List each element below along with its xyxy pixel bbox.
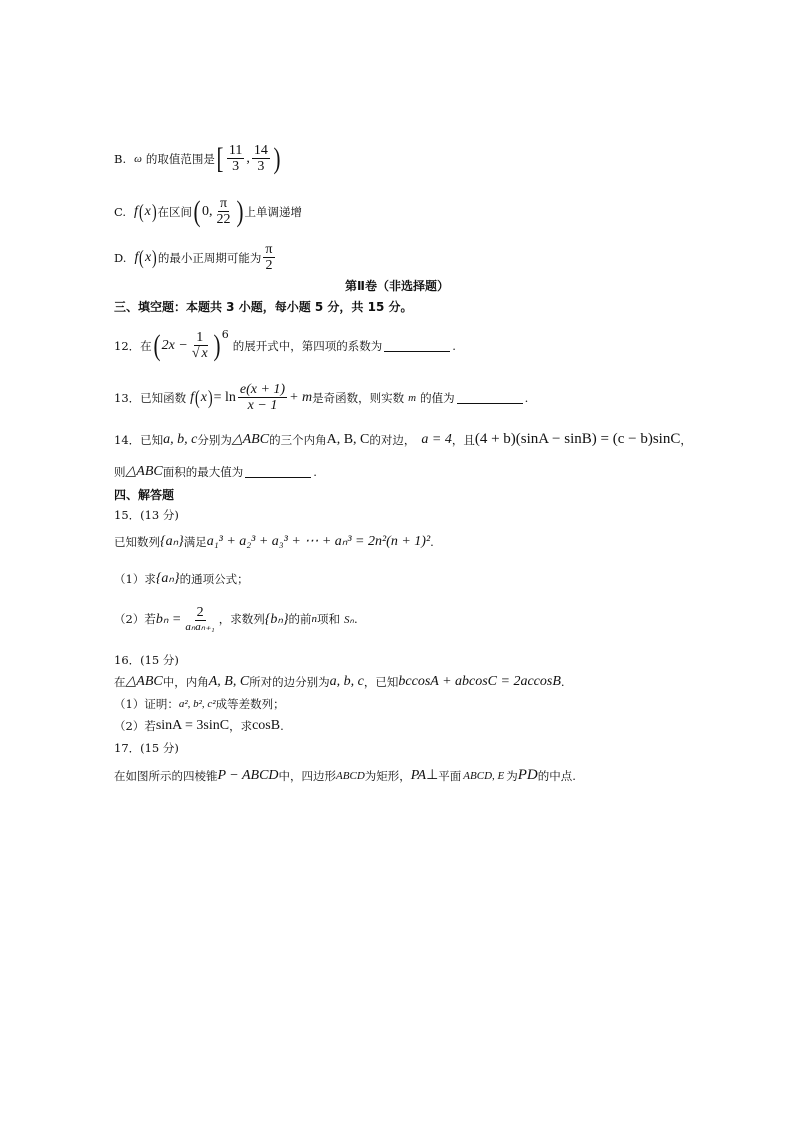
- q12-two-x: 2x −: [161, 337, 188, 353]
- question-17-stmt: [114, 767, 576, 784]
- q16-head: 16．(15 分): [114, 653, 179, 667]
- question-17-head: [114, 740, 179, 756]
- paren-right: ): [236, 194, 243, 228]
- paren-left: (: [193, 194, 201, 228]
- option-b-label: B.: [114, 151, 127, 166]
- q14-end2: .: [313, 464, 317, 479]
- q14-text6: 面积的最大值为: [162, 464, 244, 479]
- frac-2-anan1: $\frac{2}{\text{aₙaₙ₊₁}}$: [185, 605, 215, 634]
- cos-b: cosB: [252, 718, 281, 733]
- q15-expression: a₁³ + a₂³ + a₃³ + ⋯ + aₙ³ = 2n²(n + 1)²: [206, 534, 431, 549]
- n-symbol: n: [311, 613, 318, 626]
- q13-plus-m: + m: [289, 389, 313, 405]
- frac-pi-2: $\frac{\pi}{2}$: [265, 242, 273, 274]
- q13-number: 13．已知函数: [114, 390, 187, 405]
- option-d: D. f ( x ) 的最小正周期可能为 $\frac{\pi}{2}$: [114, 242, 273, 274]
- question-16-part1: [114, 696, 285, 712]
- triangle-abc: △ABC: [231, 432, 270, 447]
- f-symbol: f: [190, 389, 195, 405]
- q16-p1-text2: 成等差数列；: [215, 697, 285, 711]
- omega-symbol: ω: [134, 152, 142, 165]
- triangle-abc: △ABC: [125, 464, 163, 479]
- q16-end: .: [560, 674, 565, 689]
- section-4-title: [114, 486, 174, 503]
- q16-expression: bccosA + abcosC = 2accosB: [398, 673, 561, 689]
- q14-answer-blank[interactable]: [245, 465, 311, 478]
- question-13: 13．已知函数 f ( x ) = ln $\frac{e(x + 1)}{x - 1}$ + m 是奇函数，则实数 m 的值为 .: [114, 382, 529, 414]
- option-d-label: D.: [114, 250, 127, 265]
- q12-text: 的展开式中，第四项的系数为: [232, 338, 383, 353]
- q14-abc: a, b, c: [163, 431, 198, 447]
- pyramid-pabcd: P − ABCD: [217, 767, 279, 783]
- q16-p2-text2: ，求: [229, 719, 253, 733]
- q15-p2-text1: （2）若: [114, 612, 156, 627]
- paren-right: ): [273, 141, 281, 175]
- q17-text4: 平面: [438, 768, 462, 783]
- question-15-part2: [114, 605, 358, 633]
- q14-expression: (4 + b)(sinA − sinB) = (c − b)sinC: [474, 431, 681, 447]
- perp-symbol: ⊥: [426, 768, 439, 783]
- q15-head: 15．(13 分): [114, 508, 179, 522]
- bracket-left: [: [216, 141, 224, 175]
- section-4-title-text: 四、解答题: [114, 488, 175, 502]
- triangle-abc: △ABC: [125, 674, 163, 689]
- question-16-head: [114, 652, 179, 668]
- m-symbol: m: [408, 391, 417, 404]
- sequence-an: {aₙ}: [155, 571, 180, 586]
- option-b: B. ω 的取值范围是 [ $\frac{11}{3}$ , $\frac{14}{3}$ ): [114, 141, 281, 175]
- option-b-text: 的取值范围是: [145, 151, 215, 166]
- q13-eq-ln: = ln: [213, 389, 236, 405]
- q16-angles: A, B, C: [208, 673, 250, 689]
- q12-number: 12．在: [114, 338, 152, 353]
- question-16-stmt: [114, 673, 565, 690]
- q12-power: 6: [221, 328, 229, 341]
- q17-text2: 中，四边形: [278, 768, 337, 783]
- q13-end: .: [524, 390, 529, 405]
- q16-sides: a, b, c: [329, 673, 364, 689]
- q13-text1: 是奇函数，则实数: [312, 390, 405, 405]
- frac-e-x-plus-1: $\frac{e(x + 1)}{x - 1}$: [239, 382, 286, 414]
- q13-answer-blank[interactable]: [457, 391, 523, 404]
- q16-text1: 在: [114, 674, 126, 689]
- question-15-stmt: [114, 533, 434, 550]
- q15-p1-text2: 的通项公式；: [179, 571, 249, 586]
- zero-value: 0,: [202, 203, 213, 219]
- q16-p1-text1: （1）证明：: [114, 697, 179, 711]
- q16-p2-end: .: [280, 719, 284, 733]
- frac-pi-22: $\frac{\pi}{22}$: [216, 196, 231, 228]
- q15-end: .: [430, 534, 434, 549]
- q15-p2-text4: 项和: [317, 612, 341, 627]
- question-15-head: [114, 507, 179, 523]
- frac-14-3: $\frac{14}{3}$: [253, 143, 268, 175]
- x-symbol: x: [145, 249, 152, 265]
- option-c: C. f ( x ) 在区间 ( 0, $\frac{\pi}{22}$ ) 上单调递增: [114, 194, 302, 228]
- x-symbol: x: [144, 203, 151, 219]
- q14-text3: 的对边，: [369, 432, 416, 447]
- rect-abcd: ABCD: [336, 769, 365, 782]
- sn-symbol: Sₙ: [344, 613, 354, 626]
- q13-text2: 的值为: [420, 390, 455, 405]
- paren-left: (: [153, 328, 161, 362]
- f-symbol: f: [134, 249, 139, 265]
- paren-right: ): [213, 328, 221, 362]
- q14-angles: A, B, C: [326, 431, 370, 447]
- q17-text3: 为矩形，: [364, 768, 411, 783]
- option-d-text: 的最小正周期可能为: [157, 250, 262, 265]
- q15-p2-end: .: [353, 612, 358, 627]
- q14-a-eq-4: a = 4: [421, 431, 452, 447]
- q16-p2-expr: sinA = 3sinC: [155, 718, 230, 733]
- option-c-text1: 在区间: [157, 204, 192, 219]
- q12-answer-blank[interactable]: [384, 339, 450, 352]
- sequence-bn: {bₙ}: [264, 611, 289, 627]
- section-2-title-text: 第Ⅱ卷（非选择题）: [345, 279, 449, 293]
- line-pa: PA: [410, 767, 427, 783]
- q14-text4: ，且: [451, 432, 475, 447]
- question-16-part2: [114, 718, 284, 734]
- q17-text6: 的中点.: [537, 768, 576, 783]
- f-symbol: f: [134, 203, 138, 219]
- bn-eq: bₙ =: [155, 611, 182, 627]
- q16-p1-expr: a², b², c²: [178, 698, 216, 710]
- q16-text4: ，已知: [363, 674, 399, 689]
- q15-text2: 满足: [183, 534, 207, 549]
- q14-number: 14．已知: [114, 432, 164, 447]
- q17-text5: 为: [506, 768, 518, 783]
- q17-head: 17．(15 分): [114, 741, 179, 755]
- question-14-line2: [114, 463, 317, 480]
- sequence-an: {aₙ}: [160, 534, 184, 549]
- q15-p2-text3: 的前: [288, 612, 312, 627]
- question-15-part1: [114, 570, 249, 587]
- option-c-label: C.: [114, 204, 127, 219]
- segment-pd: PD: [517, 767, 538, 783]
- q15-text1: 已知数列: [114, 534, 160, 549]
- q14-text1: 分别为: [197, 432, 232, 447]
- q16-p2-text1: （2）若: [114, 719, 156, 733]
- q16-text3: 所对的边分别为: [249, 674, 330, 689]
- section-3-title-text: 三、填空题：本题共 3 小题，每小题 5 分，共 15 分。: [114, 300, 413, 314]
- q14-text5: 则: [114, 464, 126, 479]
- q15-p2-text2: ，求数列: [218, 612, 265, 627]
- q17-text1: 在如图所示的四棱锥: [114, 768, 218, 783]
- question-14-line1: [114, 431, 692, 448]
- question-12: [114, 330, 456, 362]
- q12-end: .: [452, 338, 456, 353]
- q16-text2: 中，内角: [162, 674, 209, 689]
- q15-p1-text1: （1）求: [114, 571, 156, 586]
- section-2-title: [0, 277, 794, 294]
- q14-text2: 的三个内角: [269, 432, 327, 447]
- q14-end1: ，: [680, 432, 692, 447]
- frac-11-3: $\frac{11}{3}$: [228, 143, 243, 175]
- section-3-title: [114, 298, 412, 315]
- x-symbol: x: [200, 389, 207, 405]
- plane-abcd-e: ABCD, E: [463, 769, 505, 782]
- option-c-text2: 上单调递增: [244, 204, 302, 219]
- frac-1-sqrt-x: $\frac{1}{√ x}$: [191, 330, 208, 362]
